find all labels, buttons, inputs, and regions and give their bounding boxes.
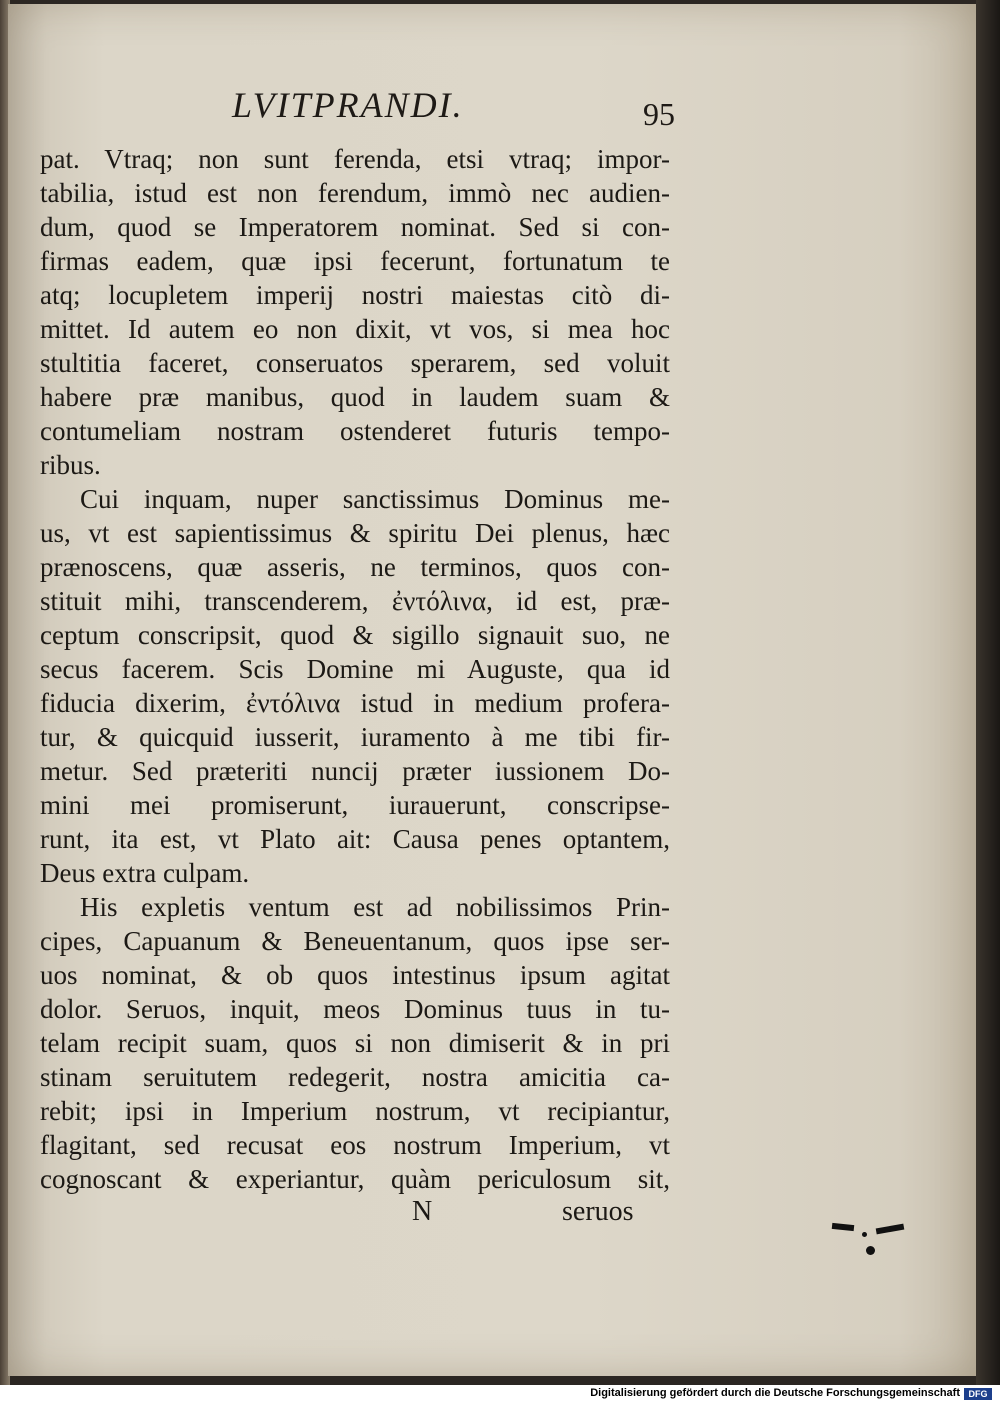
signature-mark: N (412, 1196, 433, 1227)
body-text (40, 142, 670, 1196)
text-line: His expletis ventum est ad nobilissimos Prin- (80, 892, 670, 922)
text-line: ceptum conscripsit, quod & sigillo signauit suo, ne (40, 620, 670, 650)
text-line: Deus extra culpam. (40, 858, 250, 888)
catchword: seruos (562, 1196, 634, 1227)
text-line: telam recipit suam, quos si non dimiserit & in pri (40, 1028, 670, 1058)
text-line: mittet. Id autem eo non dixit, vt vos, si mea hoc (40, 314, 670, 344)
text-line: rebit; ipsi in Imperium nostrum, vt recipiantur, (40, 1096, 670, 1126)
text-line: dolor. Seruos, inquit, meos Dominus tuus in tu- (40, 994, 670, 1024)
text-line: runt, ita est, vt Plato ait: Causa penes optantem, (40, 824, 670, 854)
dfg-logo: DFG (964, 1388, 992, 1400)
text-line: fiducia dixerim, ἐντόλινα istud in medium profera- (40, 688, 670, 718)
digitization-footer (0, 1385, 1000, 1404)
text-line: Cui inquam, nuper sanctissimus Dominus me- (80, 484, 670, 514)
text-line: firmas eadem, quæ ipsi fecerunt, fortunatum te (40, 246, 670, 276)
text-line: prænoscens, quæ asseris, ne terminos, quos con- (40, 552, 670, 582)
ink-dot-mark (866, 1246, 875, 1255)
running-title: LVITPRANDI. (232, 85, 464, 125)
text-line: secus facerem. Scis Domine mi Auguste, qua id (40, 654, 670, 684)
text-line: tur, & quicquid iusserit, iuramento à me tibi fir- (40, 722, 670, 752)
text-line: stituit mihi, transcenderem, ἐντόλινα, id est, præ- (40, 586, 670, 616)
text-line: uos nominat, & ob quos intestinus ipsum agitat (40, 960, 670, 990)
text-line: stinam seruitutem redegerit, nostra amicitia ca- (40, 1062, 670, 1092)
text-line: contumeliam nostram ostenderet futuris tempo- (40, 416, 670, 446)
text-line: tabilia, istud est non ferendum, immò nec audien- (40, 178, 670, 208)
text-line: ribus. (40, 450, 101, 480)
page-number: 95 (643, 96, 675, 132)
book-edge-shadow (976, 0, 1000, 1385)
text-line: mini mei promiserunt, iurauerunt, conscripse- (40, 790, 670, 820)
text-line: pat. Vtraq; non sunt ferenda, etsi vtraq; impor- (40, 144, 670, 174)
text-line: cipes, Capuanum & Beneuentanum, quos ipse ser- (40, 926, 670, 956)
text-line: stultitia faceret, conseruatos sperarem, sed voluit (40, 348, 670, 378)
text-line: us, vt est sapientissimus & spiritu Dei plenus, hæc (40, 518, 670, 548)
text-line: metur. Sed præteriti nuncij præter iussionem Do- (40, 756, 670, 786)
funding-credit: Digitalisierung gefördert durch die Deutsche Forschungsgemeinschaft (590, 1387, 960, 1399)
text-line: flagitant, sed recusat eos nostrum Imperium, vt (40, 1130, 670, 1160)
text-line: cognoscant & experiantur, quàm periculosum sit, (40, 1164, 670, 1194)
text-line: dum, quod se Imperatorem nominat. Sed si con- (40, 212, 670, 242)
text-line: habere præ manibus, quod in laudem suam & (40, 382, 670, 412)
ink-dot-mark (862, 1232, 867, 1237)
text-line: atq; locupletem imperij nostri maiestas citò di- (40, 280, 670, 310)
